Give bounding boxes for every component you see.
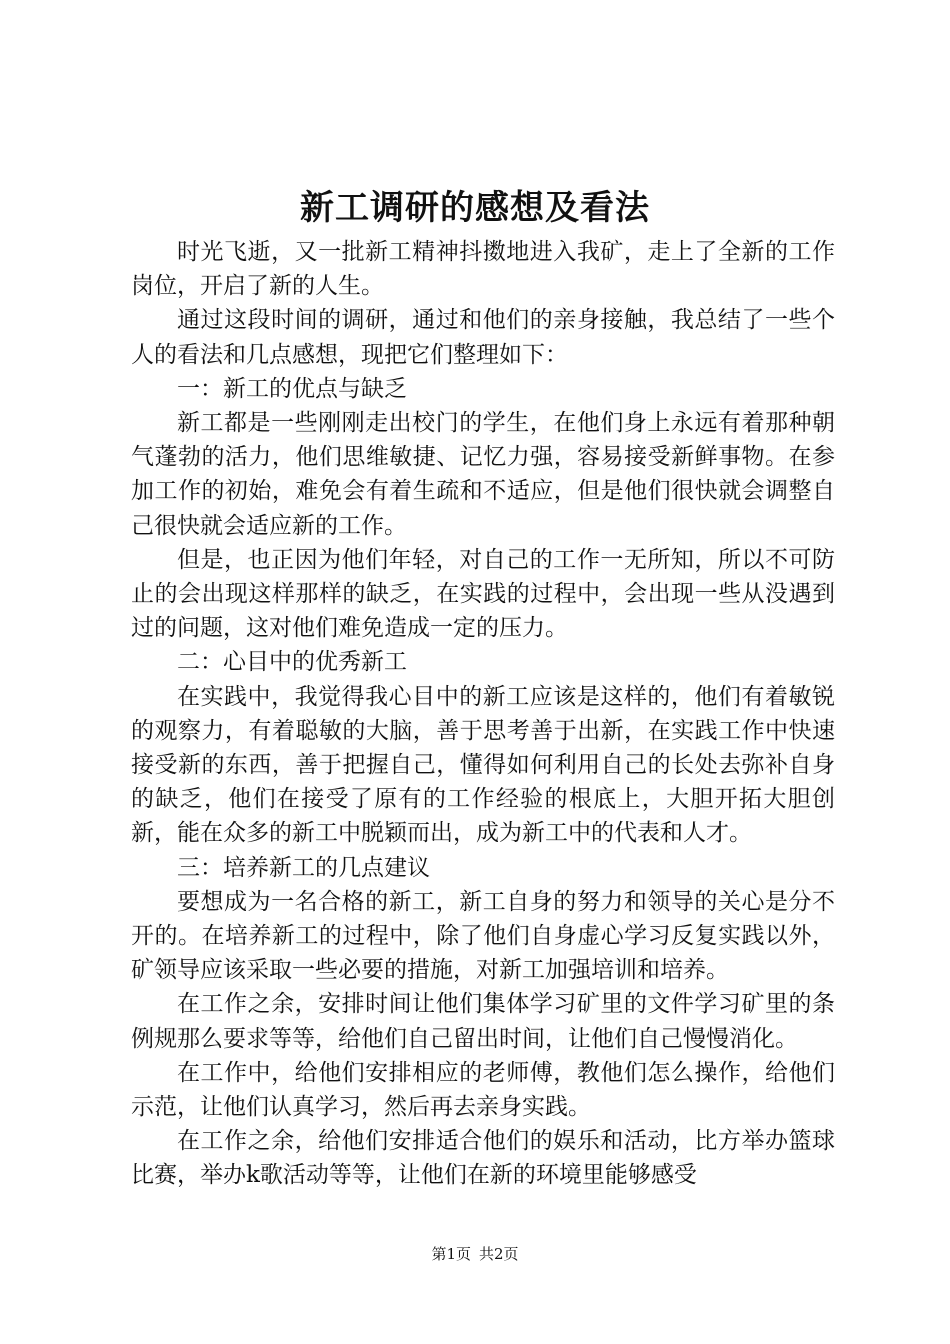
page-total: 共2页: [479, 1245, 519, 1263]
section-heading: 一：新工的优点与缺乏: [177, 375, 407, 402]
paragraph: 通过这段时间的调研，通过和他们的亲身接触，我总结了一些个人的看法和几点感想，现把它们整理如下：: [131, 307, 835, 368]
paragraph: 新工都是一些刚刚走出校门的学生，在他们身上永远有着那种朝气蓬勃的活力，他们思维敏捷、记忆力强，容易接受新鲜事物。在参加工作的初始，难免会有着生疏和不适应，但是他们很快就会调整自己很快就会适应新的工作。: [131, 410, 835, 539]
document-body: [131, 235, 835, 1193]
paragraph: 要想成为一名合格的新工，新工自身的努力和领导的关心是分不开的。在培养新工的过程中，除了他们自身虚心学习反复实践以外，矿领导应该采取一些必要的措施，对新工加强培训和培养。: [131, 888, 835, 984]
paragraph: 但是，也正因为他们年轻，对自己的工作一无所知，所以不可防止的会出现这样那样的缺乏，在实践的过程中，会出现一些从没遇到过的问题，这对他们难免造成一定的压力。: [131, 546, 835, 642]
paragraph: 时光飞逝，又一批新工精神抖擞地进入我矿，走上了全新的工作岗位，开启了新的人生。: [131, 239, 835, 300]
page-number: 第1页: [431, 1245, 471, 1263]
paragraph: 在实践中，我觉得我心目中的新工应该是这样的，他们有着敏锐的观察力，有着聪敏的大脑，善于思考善于出新，在实践工作中快速接受新的东西，善于把握自己，懂得如何利用自己的长处去弥补自身的缺乏，他们在接受了原有的工作经验的根底上，大胆开拓大胆创新，能在众多的新工中脱颖而出，成为新工中的代表和人才。: [131, 683, 835, 847]
paragraph: 在工作之余，给他们安排适合他们的娱乐和活动，比方举办篮球比赛，举办k歌活动等等，让他们在新的环境里能够感受: [131, 1128, 835, 1189]
section-heading: 三：培养新工的几点建议: [177, 854, 430, 881]
paragraph: 在工作中，给他们安排相应的老师傅，教他们怎么操作，给他们示范，让他们认真学习，然后再去亲身实践。: [131, 1059, 835, 1121]
section-heading: 二：心目中的优秀新工: [177, 649, 407, 676]
paragraph: 在工作之余，安排时间让他们集体学习矿里的文件学习矿里的条例规那么要求等等，给他们自己留出时间，让他们自己慢慢消化。: [131, 991, 835, 1052]
document-title: 新工调研的感想及看法: [300, 188, 650, 228]
page-footer: [0, 1242, 950, 1266]
